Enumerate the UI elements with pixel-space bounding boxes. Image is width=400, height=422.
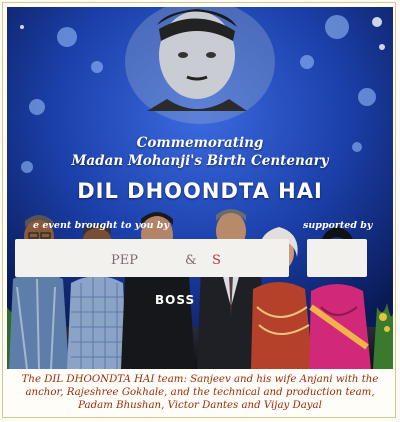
sponsor-logo-amp: &: [185, 253, 197, 268]
photo-frame: [2, 2, 396, 418]
screen-line-commemorating: Commemorating: [136, 135, 264, 151]
sponsor-logo-right: S: [212, 253, 221, 268]
shirt-print: BOSS: [155, 293, 196, 307]
photo-caption: The DIL DHOONDTA HAI team: Sanjeev and his wife Anjani with the anchor, Rajeshree Gokhale, and the technical and production team, Padam Bhushan, Victor Dantes and Vijay Dayal: [21, 374, 379, 411]
screen-event-credit: e event brought to you by: [33, 220, 169, 231]
screen-line-centenary: Madan Mohanji's Birth Centenary: [71, 153, 329, 169]
sponsor-banner: [15, 239, 289, 277]
screen-event-title: DIL DHOONDTA HAI: [77, 179, 323, 203]
event-photo: [7, 7, 393, 369]
screen-supported-by: supported by: [303, 220, 373, 231]
sponsor-logo-left: PEP: [111, 253, 138, 268]
supporter-banner: [307, 239, 367, 277]
